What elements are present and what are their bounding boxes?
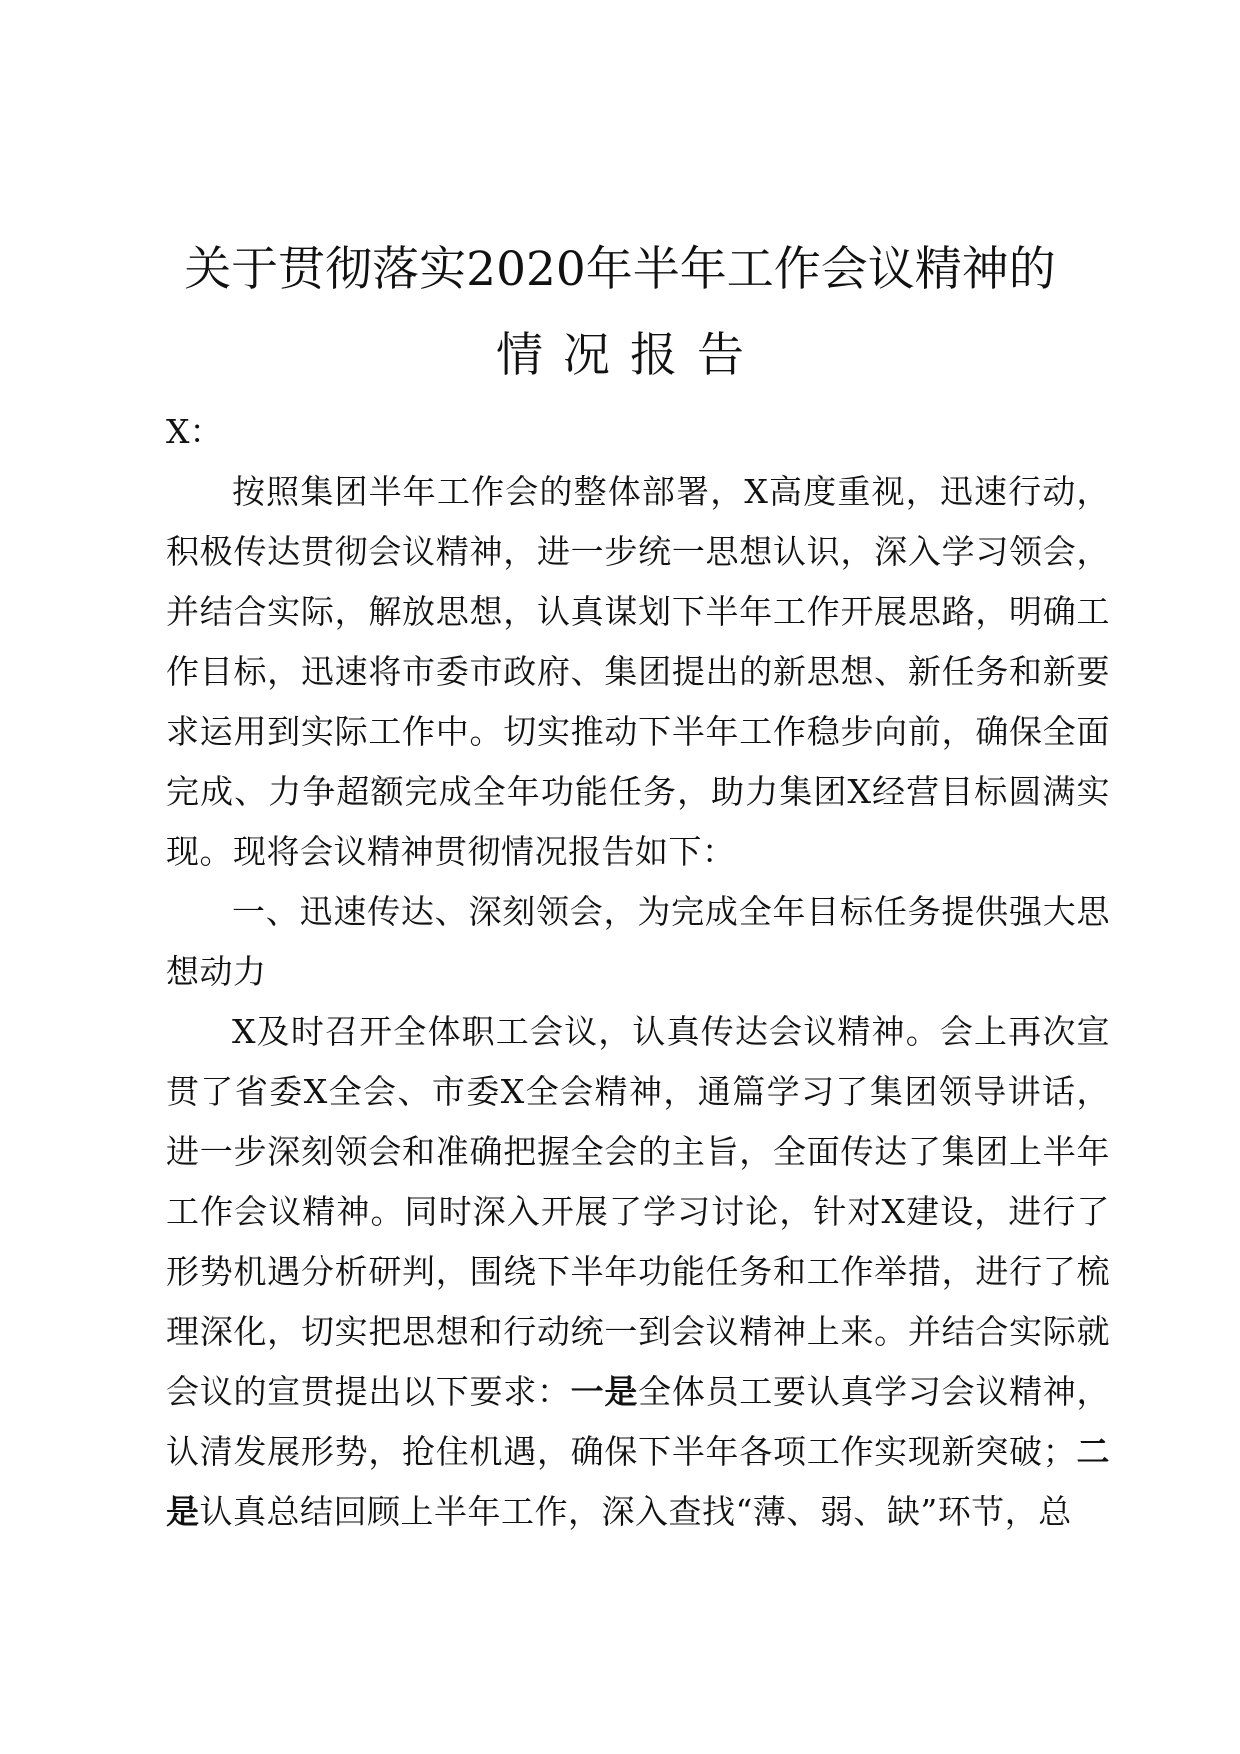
paragraph-text: X及时召开全体职工会议，认真传达会议精神。会上再次宣贯了省委X全会、市委X全会精神，通篇学习了集团领导讲话，进一步深刻领会和准确把握全会的主旨，全面传达了集团上半年工作会议精神。同时深入开展了学习讨论，针对X建设，进行了形势机遇分析研判，围绕下半年功能任务和工作举措，进行了梳理深化，切实把思想和行动统一到会议精神上来。并结合实际就会议的宣贯提出以下要求：	[166, 1012, 1110, 1411]
document-title-line-2: 情况报告	[496, 328, 764, 383]
emphasis-second: 二是	[166, 1432, 1111, 1531]
section-heading-1: 一、迅速传达、深刻领会，为完成全年目标任务提供强大思想动力	[166, 892, 1110, 991]
salutation: X：	[166, 412, 223, 451]
paragraph-text: 认真总结回顾上半年工作，深入查找“薄、弱、缺”环节，总	[199, 1492, 1072, 1531]
paragraph-section-1	[166, 1002, 1110, 1542]
paragraph-text: 全体员工要认真学习会议精神，认清发展形势，抢住机遇，确保下半年各项工作实现新突破；	[166, 1372, 1111, 1471]
paragraph-intro: 按照集团半年工作会的整体部署，X高度重视，迅速行动，积极传达贯彻会议精神，进一步统一思想认识，深入学习领会，并结合实际，解放思想，认真谋划下半年工作开展思路，明确工作目标，迅速将市委市政府、集团提出的新思想、新任务和新要求运用到实际工作中。切实推动下半年工作稳步向前，确保全面完成、力争超额完成全年功能任务，助力集团X经营目标圆满实现。现将会议精神贯彻情况报告如下：	[166, 472, 1110, 871]
document-body	[166, 462, 1110, 1542]
document-title-line-1: 关于贯彻落实2020年半年工作会议精神的	[184, 242, 1056, 297]
emphasis-first: 一是	[570, 1372, 639, 1411]
